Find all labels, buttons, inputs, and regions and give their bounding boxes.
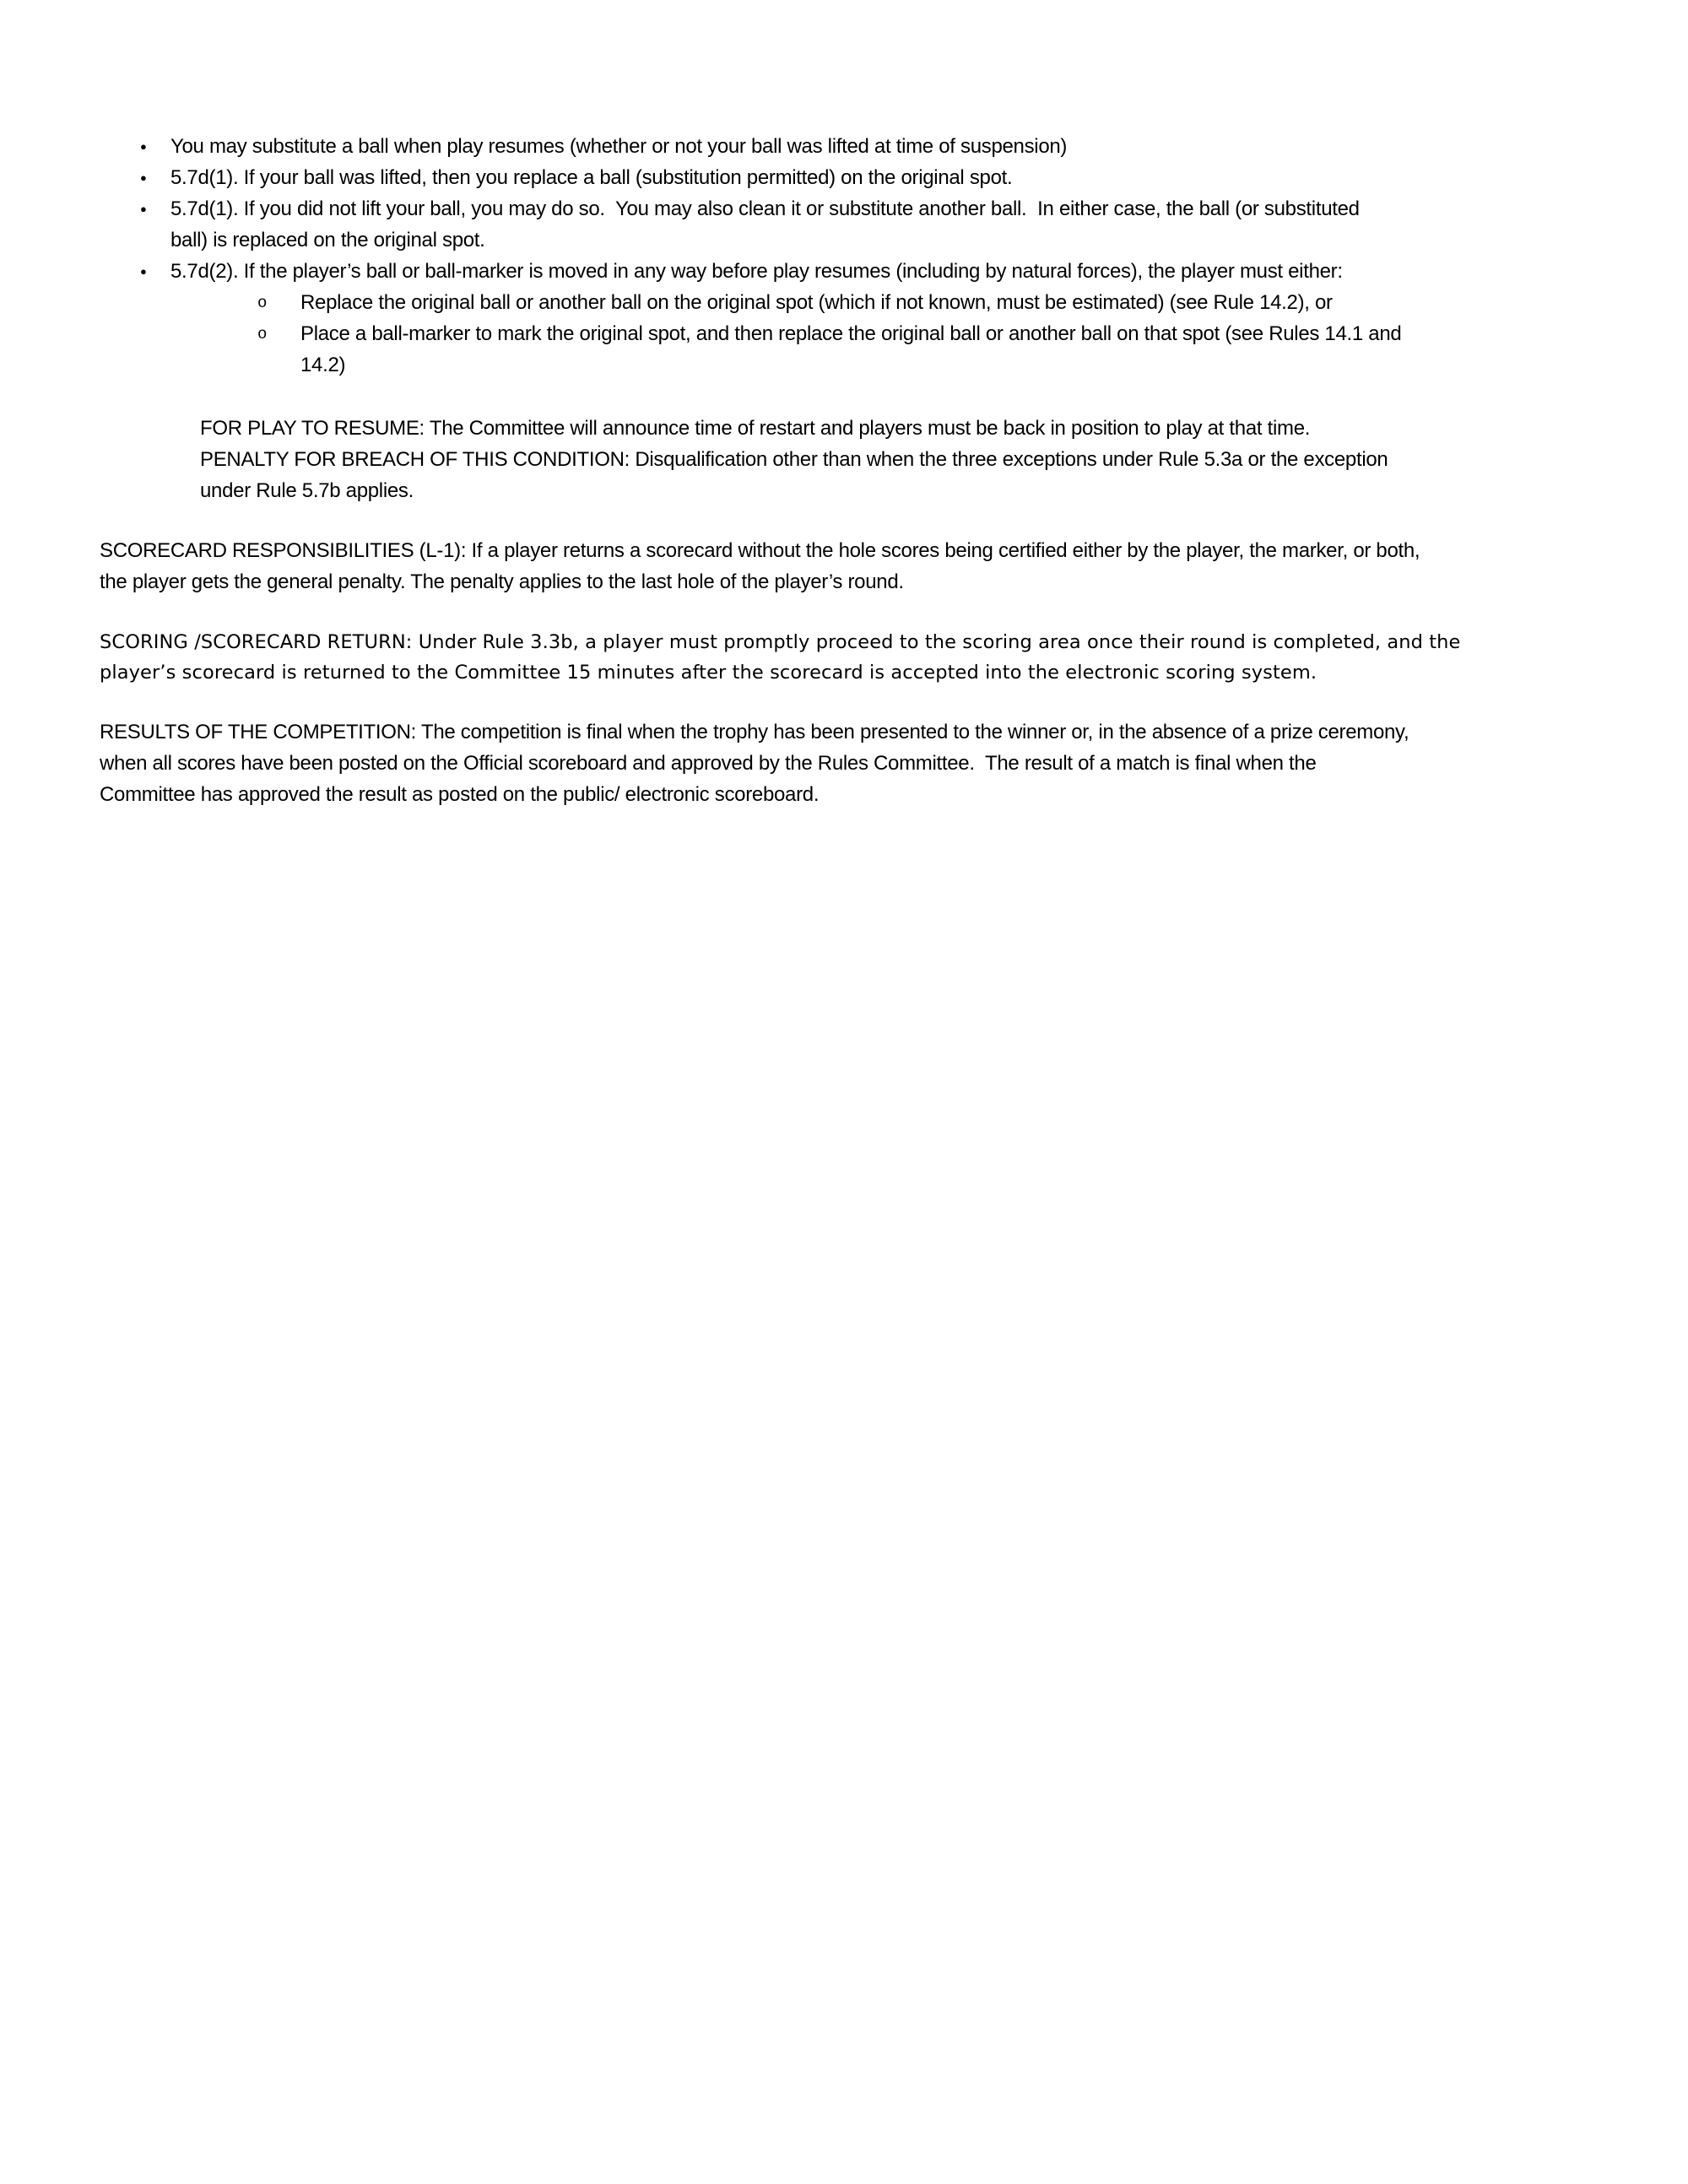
bullet-item bbox=[100, 318, 1688, 381]
bullet-marker-icon: ● bbox=[140, 171, 147, 184]
paragraph-line: the player gets the general penalty. The penalty applies to the last hole of the player’s round. bbox=[100, 570, 904, 593]
bullet-item bbox=[100, 256, 1688, 287]
paragraph-section bbox=[0, 413, 1688, 810]
bullet-marker-icon: ● bbox=[140, 265, 147, 278]
paragraph-line: FOR PLAY TO RESUME: The Committee will announce time of restart and players must be back in position to play at that time. bbox=[200, 417, 1311, 440]
paragraph-for-play-to-resume bbox=[200, 413, 1688, 506]
paragraph-line: Committee has approved the result as posted on the public/ electronic scoreboard. bbox=[100, 783, 820, 806]
bullet-line: 14.2) bbox=[300, 354, 346, 376]
bullet-line: ball) is replaced on the original spot. bbox=[170, 229, 485, 251]
paragraph-results-of-the-competition bbox=[100, 716, 1688, 810]
bullet-item bbox=[100, 162, 1688, 193]
bullet-line: 5.7d(2). If the player’s ball or ball-marker is moved in any way before play resumes (including by natural forces), the player must either: bbox=[170, 260, 1343, 283]
bullet-line: Replace the original ball or another ball on the original spot (which if not known, must be estimated) (see Rule 14.2), or bbox=[300, 291, 1333, 314]
bullet-line: Place a ball-marker to mark the original spot, and then replace the original ball or another ball on that spot (see Rules 14.1 and bbox=[300, 322, 1402, 345]
bullet-marker-icon: ● bbox=[140, 140, 147, 153]
paragraph-scorecard-responsibilities bbox=[100, 535, 1688, 597]
paragraph-line: PENALTY FOR BREACH OF THIS CONDITION: Disqualification other than when the three exceptions under Rule 5.3a or the exception bbox=[200, 448, 1388, 471]
bullet-line: 5.7d(1). If your ball was lifted, then you replace a ball (substitution permitted) on the original spot. bbox=[170, 166, 1013, 189]
bullet-item bbox=[100, 287, 1688, 318]
circle-marker-icon: o bbox=[257, 325, 268, 343]
paragraph-line: when all scores have been posted on the Official scoreboard and approved by the Rules Committee. The result of a match is final when the bbox=[100, 752, 1317, 775]
bullet-line: You may substitute a ball when play resumes (whether or not your ball was lifted at time of suspension) bbox=[170, 135, 1068, 158]
paragraph-line: SCORECARD RESPONSIBILITIES (L-1): If a player returns a scorecard without the hole scores being certified either by the player, the marker, or both, bbox=[100, 539, 1420, 562]
bullet-item bbox=[100, 131, 1688, 162]
paragraph-line: RESULTS OF THE COMPETITION: The competition is final when the trophy has been presented to the winner or, in the absence of a prize ceremony, bbox=[100, 721, 1409, 743]
bullet-item bbox=[100, 193, 1688, 256]
paragraph-line: under Rule 5.7b applies. bbox=[200, 479, 414, 502]
paragraph-scoring-scorecard-return bbox=[100, 627, 1688, 688]
bullet-list bbox=[100, 131, 1688, 381]
paragraph-line: player’s scorecard is returned to the Committee 15 minutes after the scorecard is accepted into the electronic scoring system. bbox=[100, 662, 1317, 684]
bullet-line: 5.7d(1). If you did not lift your ball, you may do so. You may also clean it or substitute another ball. In either case, the ball (or substituted bbox=[170, 197, 1360, 220]
paragraph-line: SCORING /SCORECARD RETURN: Under Rule 3.3b, a player must promptly proceed to the scoring area once their round is completed, and the bbox=[100, 631, 1461, 653]
bullet-marker-icon: ● bbox=[140, 203, 147, 215]
circle-marker-icon: o bbox=[257, 294, 268, 312]
